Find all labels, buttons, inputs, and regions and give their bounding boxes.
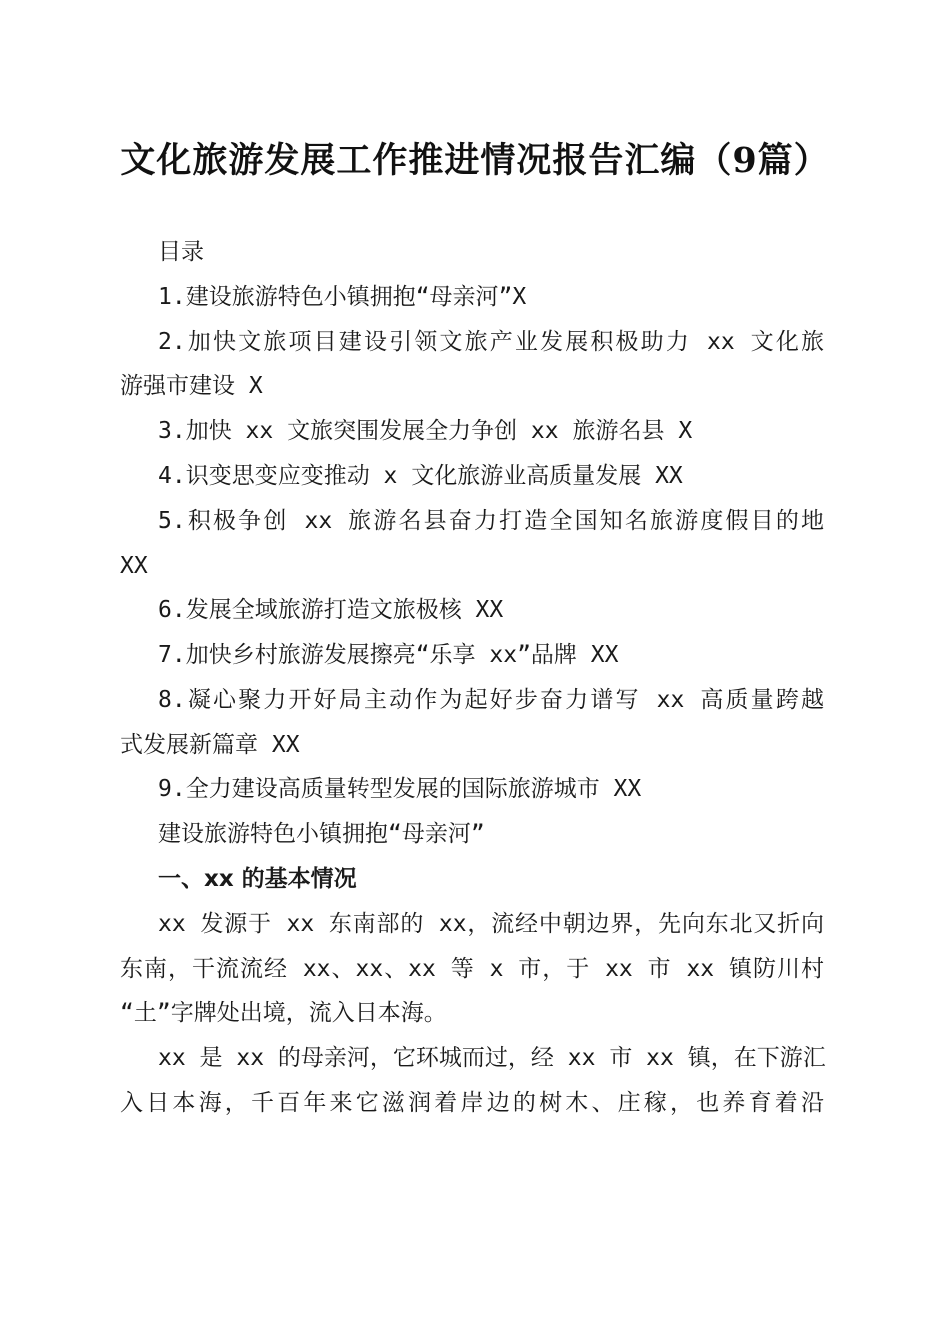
toc-item-2-continued: 游强市建设 X [120, 373, 263, 399]
toc-item-9: 9.全力建设高质量转型发展的国际旅游城市 XX [158, 776, 642, 802]
toc-item-4: 4.识变思变应变推动 x 文化旅游业高质量发展 XX [158, 463, 683, 489]
toc-item-6: 6.发展全域旅游打造文旅极核 XX [158, 597, 504, 623]
paragraph-1-line-2: 东南，干流流经 xx、xx、xx 等 x 市，于 xx 市 xx 镇防川村 [120, 956, 824, 982]
toc-label: 目录 [158, 239, 204, 265]
toc-item-5-continued: XX [120, 553, 148, 579]
toc-item-7: 7.加快乡村旅游发展擦亮“乐享 xx”品牌 XX [158, 642, 619, 668]
toc-item-1: 1.建设旅游特色小镇拥抱“母亲河”X [158, 284, 527, 310]
paragraph-1-line-3: “土”字牌处出境，流入日本海。 [120, 1000, 447, 1026]
paragraph-1-line-1: xx 发源于 xx 东南部的 xx，流经中朝边界，先向东北又折向 [158, 911, 824, 937]
section-heading: 一、xx 的基本情况 [158, 866, 357, 892]
article-title: 建设旅游特色小镇拥抱“母亲河” [158, 821, 485, 847]
paragraph-2-line-2: 入日本海，千百年来它滋润着岸边的树木、庄稼，也养育着沿 [120, 1090, 824, 1116]
paragraph-2-line-1: xx 是 xx 的母亲河，它环城而过，经 xx 市 xx 镇，在下游汇 [158, 1045, 826, 1071]
toc-item-2: 2.加快文旅项目建设引领文旅产业发展积极助力 xx 文化旅 [158, 329, 824, 355]
toc-item-5: 5.积极争创 xx 旅游名县奋力打造全国知名旅游度假目的地 [158, 508, 824, 534]
document-title: 文化旅游发展工作推进情况报告汇编（9篇） [120, 140, 830, 181]
toc-item-8-continued: 式发展新篇章 XX [120, 732, 300, 758]
toc-item-3: 3.加快 xx 文旅突围发展全力争创 xx 旅游名县 X [158, 418, 693, 444]
toc-item-8: 8.凝心聚力开好局主动作为起好步奋力谱写 xx 高质量跨越 [158, 687, 824, 713]
